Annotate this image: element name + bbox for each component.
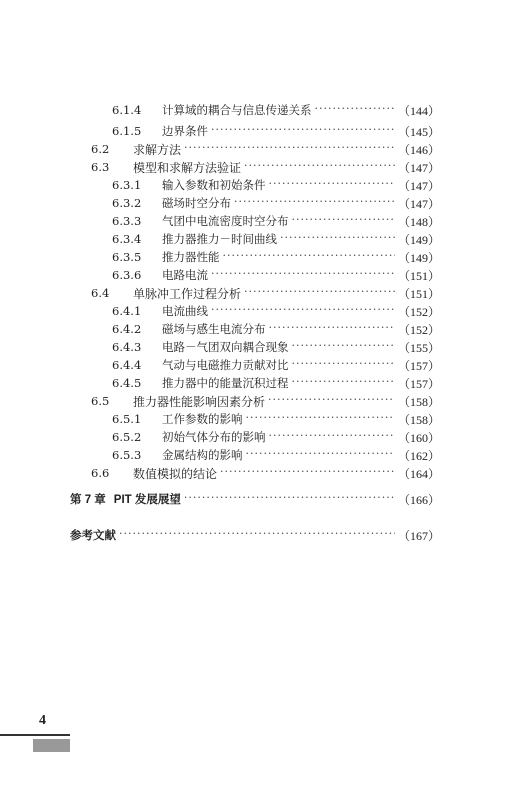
toc-entry — [0, 338, 510, 356]
toc-entry — [0, 428, 510, 446]
entry-number: 6.4.4 — [112, 358, 142, 372]
entry-page: （162） — [397, 448, 440, 463]
entry-title: 计算域的耦合与信息传递关系 — [162, 103, 312, 117]
entry-number: 6.5.2 — [112, 430, 142, 444]
entry-page: （166） — [397, 492, 440, 507]
toc-entry — [0, 302, 510, 320]
entry-title: 单脉冲工作过程分析 — [133, 286, 242, 301]
entry-number: 6.4.5 — [112, 376, 142, 390]
entry-number: 6.2 — [91, 142, 110, 156]
leader-dots — [292, 340, 395, 354]
entry-number: 6.5.1 — [112, 412, 142, 426]
entry-page: （151） — [397, 268, 440, 283]
leader-dots — [211, 268, 395, 282]
chapter-number: 第 7 章 — [70, 494, 106, 506]
entry-title: 模型和求解方法验证 — [133, 160, 242, 175]
entry-number: 6.3.4 — [112, 232, 142, 246]
toc-entry — [0, 122, 510, 140]
entry-title: 电路－气团双向耦合现象 — [162, 340, 289, 354]
entry-page: （149） — [397, 232, 440, 247]
entry-number: 6.4.1 — [112, 304, 142, 318]
leader-dots — [234, 196, 395, 210]
entry-page: （164） — [397, 466, 440, 481]
leader-dots — [292, 358, 395, 372]
entry-title: 气团中电流密度时空分布 — [162, 214, 289, 228]
entry-page: （160） — [397, 430, 440, 445]
entry-page: （167） — [397, 528, 440, 543]
toc-entry — [0, 464, 510, 482]
leader-dots — [223, 250, 395, 264]
entry-page: （148） — [397, 214, 440, 229]
leader-dots — [211, 124, 395, 138]
entry-number: 6.3.3 — [112, 214, 142, 228]
leader-dots — [315, 103, 395, 117]
leader-dots — [184, 492, 395, 506]
entry-page: （151） — [397, 286, 440, 301]
entry-title: 工作参数的影响 — [162, 412, 243, 426]
leader-dots — [119, 528, 395, 542]
toc-entry — [0, 194, 510, 212]
footer-gray-bar — [33, 739, 70, 752]
toc-chapter-entry — [0, 490, 510, 508]
leader-dots — [269, 430, 395, 444]
toc-entry — [0, 320, 510, 338]
leader-dots — [268, 394, 395, 408]
entry-title: 电流曲线 — [162, 304, 208, 318]
entry-number: 6.3.2 — [112, 196, 142, 210]
toc-entry — [0, 158, 510, 176]
entry-page: （145） — [397, 124, 440, 139]
entry-number: 6.3.1 — [112, 178, 142, 192]
toc-entry — [0, 410, 510, 428]
leader-dots — [292, 376, 395, 390]
entry-number: 6.3.5 — [112, 250, 142, 264]
toc-entry — [0, 230, 510, 248]
entry-number: 6.6 — [91, 466, 110, 480]
leader-dots — [269, 178, 395, 192]
entry-page: （149） — [397, 250, 440, 265]
footer-rule — [0, 734, 70, 736]
entry-title: 推力器性能 — [162, 250, 220, 264]
leader-dots — [244, 160, 395, 174]
entry-title: 求解方法 — [133, 142, 182, 157]
entry-title: 磁场与感生电流分布 — [162, 322, 266, 336]
entry-page: （152） — [397, 322, 440, 337]
entry-number: 6.3 — [91, 160, 110, 174]
toc-entry — [0, 446, 510, 464]
entry-page: （144） — [397, 103, 440, 118]
toc-entry — [0, 176, 510, 194]
entry-number: 6.4 — [91, 286, 110, 300]
entry-page: （157） — [397, 358, 440, 373]
entry-number: 6.1.4 — [112, 103, 142, 117]
toc-entry — [0, 374, 510, 392]
entry-number: 6.5.3 — [112, 448, 142, 462]
entry-page: （147） — [397, 178, 440, 193]
entry-page: （155） — [397, 340, 440, 355]
entry-title: 电路电流 — [162, 268, 208, 282]
entry-title: 推力器推力－时间曲线 — [162, 232, 277, 246]
toc-entry — [0, 356, 510, 374]
entry-page: （158） — [397, 394, 440, 409]
entry-page: （158） — [397, 412, 440, 427]
toc-entry — [0, 266, 510, 284]
leader-dots — [280, 232, 395, 246]
toc-entry — [0, 284, 510, 302]
entry-number: 6.4.2 — [112, 322, 142, 336]
entry-page: （157） — [397, 376, 440, 391]
entry-title: 初始气体分布的影响 — [162, 430, 266, 444]
toc-entry — [0, 140, 510, 158]
toc-entry — [0, 212, 510, 230]
toc-entry — [0, 392, 510, 410]
entry-title: 磁场时空分布 — [162, 196, 231, 210]
entry-title: 推力器中的能量沉积过程 — [162, 376, 289, 390]
toc-entry — [0, 101, 510, 119]
entry-title: 输入参数和初始条件 — [162, 178, 266, 192]
entry-page: （147） — [397, 160, 440, 175]
entry-title: 推力器性能影响因素分析 — [133, 394, 266, 409]
toc-entry — [0, 248, 510, 266]
leader-dots — [292, 214, 395, 228]
entry-title: 金属结构的影响 — [162, 448, 243, 462]
entry-title: 数值模拟的结论 — [133, 466, 218, 481]
leader-dots — [244, 286, 395, 300]
entry-page: （152） — [397, 304, 440, 319]
leader-dots — [220, 466, 395, 480]
entry-number: 6.3.6 — [112, 268, 142, 282]
leader-dots — [184, 142, 395, 156]
chapter-title: PIT 发展展望 — [113, 494, 181, 506]
leader-dots — [269, 322, 395, 336]
entry-number: 6.1.5 — [112, 124, 142, 138]
entry-number: 6.5 — [91, 394, 110, 408]
references-title: 参考文献 — [70, 530, 116, 542]
leader-dots — [246, 448, 395, 462]
entry-title: 边界条件 — [162, 124, 208, 138]
toc-references-entry — [0, 526, 510, 544]
leader-dots — [211, 304, 395, 318]
page-number: 4 — [39, 713, 46, 728]
leader-dots — [246, 412, 395, 426]
entry-page: （147） — [397, 196, 440, 211]
entry-title: 气动与电磁推力贡献对比 — [162, 358, 289, 372]
entry-page: （146） — [397, 142, 440, 157]
entry-number: 6.4.3 — [112, 340, 142, 354]
